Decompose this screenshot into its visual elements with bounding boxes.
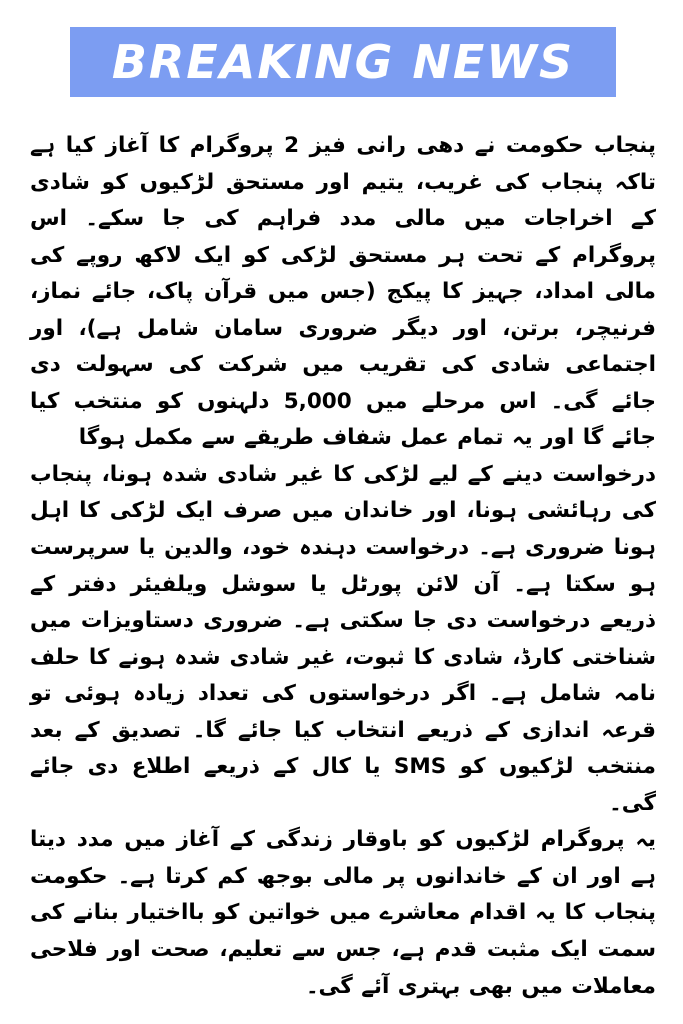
breaking-news-banner: [70, 27, 616, 97]
article-paragraph-2: درخواست دینے کے لیے لڑکی کا غیر شادی شدہ ہونا، پنجاب کی رہائشی ہونا، اور خاندان میں صرف ایک لڑکی کا اہل ہونا ضروری ہے۔ درخواست دہندہ خود، والدین یا سرپرست ہو سکتا ہے۔ آن لائن پورٹل یا سوشل ویلفیئر دفتر کے ذریعے درخواست دی جا سکتی ہے۔ ضروری دستاویزات میں شناختی کارڈ، شادی کا ثبوت، غیر شادی شدہ ہونے کا حلف نامہ شامل ہے۔ اگر درخواستوں کی تعداد زیادہ ہوئی تو قرعہ اندازی کے ذریعے انتخاب کیا جائے گا۔ تصدیق کے بعد منتخب لڑکیوں کو SMS یا کال کے ذریعے اطلاع دی جائے گی۔: [30, 461, 656, 816]
article-paragraph-1: پنجاب حکومت نے دھی رانی فیز 2 پروگرام کا آغاز کیا ہے تاکہ پنجاب کی غریب، یتیم اور مستحق لڑکیوں کو شادی کے اخراجات میں مالی مدد فراہم کی جا سکے۔ اس پروگرام کے تحت ہر مستحق لڑکی کو ایک لاکھ روپے کی مالی امداد، جہیز کا پیکج (جس میں قرآن پاک، جائے نماز، فرنیچر، برتن، اور دیگر ضروری سامان شامل ہے)، اور اجتماعی شادی کی تقریب میں شرکت کی سہولت دی جائے گی۔ اس مرحلے میں 5,000 دلہنوں کو منتخب کیا جائے گا اور یہ تمام عمل شفاف طریقے سے مکمل ہوگا: [30, 133, 656, 451]
article-paragraph-3: یہ پروگرام لڑکیوں کو باوقار زندگی کے آغاز میں مدد دیتا ہے اور ان کے خاندانوں پر مالی بوجھ کم کرتا ہے۔ حکومت پنجاب کا یہ اقدام معاشرے میں خواتین کو بااختیار بنانے کی سمت ایک مثبت قدم ہے، جس سے تعلیم، صحت اور فلاحی معاملات میں بھی بہتری آئے گی۔: [30, 827, 656, 999]
banner-title: BREAKING NEWS: [111, 35, 575, 89]
article-body: [30, 128, 656, 1005]
